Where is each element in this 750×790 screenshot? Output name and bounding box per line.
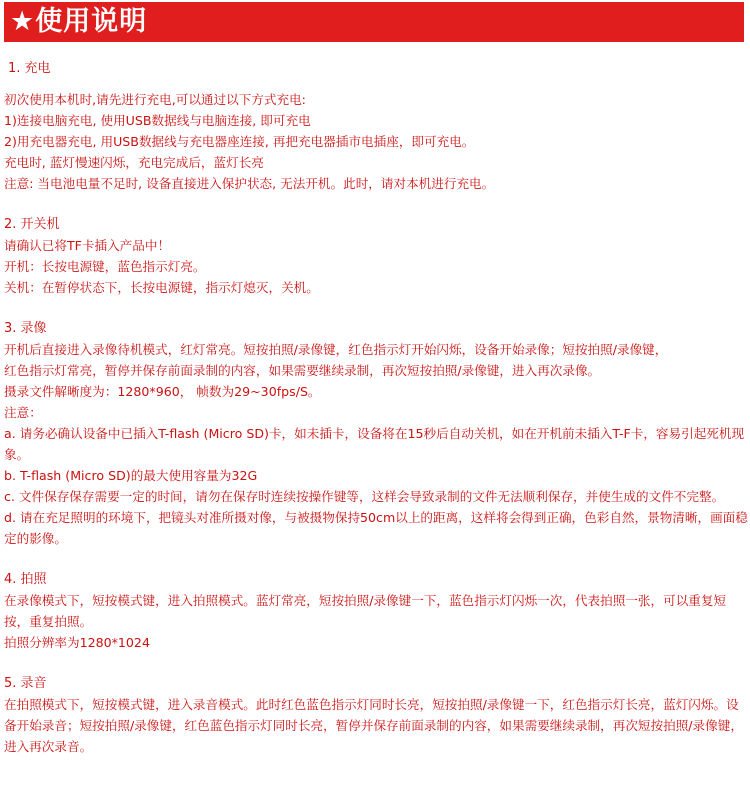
text-line: 1)连接电脑充电, 使用USB数据线与电脑连接, 即可充电	[4, 113, 311, 128]
manual-content	[4, 58, 748, 757]
text-paragraph: d. 请在充足照明的环境下，把镜头对准所摄对像，与被摄物保持50cm以上的距离，这样将会得到正确，色彩自然，景物清晰，画面稳定的影像。	[4, 510, 748, 546]
section-title-audio: 5. 录音	[4, 676, 47, 691]
text-line: 注意：	[4, 405, 42, 420]
text-paragraph: a. 请务必确认设备中已插入T-flash (Micro SD)卡，如未插卡，设备将在15秒后自动关机，如在开机前未插入T-F卡，容易引起死机现象。	[4, 426, 745, 462]
text-line: b. T-flash (Micro SD)的最大使用容量为32G	[4, 468, 258, 483]
text-paragraph: c. 文件保存保存需要一定的时间，请勿在保存时连续按操作键等，这样会导致录制的文件无法顺利保存，并使生成的文件不完整。	[4, 489, 725, 504]
text-line: 充电时, 蓝灯慢速闪烁，充电完成后，蓝灯长亮	[4, 155, 264, 170]
text-line: 摄录文件解晰度为：1280*960， 帧数为29~30fps/S。	[4, 384, 321, 399]
text-line: 拍照分辨率为1280*1024	[4, 635, 150, 650]
text-line: 开机后直接进入录像待机模式，红灯常亮。短按拍照/录像键，红色指示灯开始闪烁，设备开始录像；短按拍照/录像键，	[4, 342, 668, 357]
text-line: 红色指示灯常亮，暂停并保存前面录制的内容，如果需要继续录制，再次短按拍照/录像键，进入再次录像。	[4, 363, 601, 378]
section-title-video: 3. 录像	[4, 321, 47, 336]
page-title: ★使用说明	[10, 6, 148, 37]
header-bar	[4, 2, 744, 42]
text-line: 初次使用本机时,请先进行充电,可以通过以下方式充电:	[4, 92, 306, 107]
text-line: 注意: 当电池电量不足时, 设备直接进入保护状态, 无法开机。此时，请对本机进行充电。	[4, 176, 495, 191]
section-title-photo: 4. 拍照	[4, 572, 47, 587]
text-line: 2)用充电器充电, 用USB数据线与充电器座连接, 再把充电器插市电插座，即可充电。	[4, 134, 475, 149]
text-line: 关机：在暂停状态下，长按电源键，指示灯熄灭，关机。	[4, 280, 319, 295]
section-title-power: 2. 开关机	[4, 217, 60, 232]
text-line: 开机：长按电源键，蓝色指示灯亮。	[4, 259, 206, 274]
text-line: 请确认已将TF卡插入产品中！	[4, 238, 171, 253]
text-paragraph: 在录像模式下，短按模式键，进入拍照模式。蓝灯常亮，短按拍照/录像键一下，蓝色指示灯闪烁一次，代表拍照一张，可以重复短按，重复拍照。	[4, 593, 727, 629]
text-paragraph: 在拍照模式下，短按模式键，进入录音模式。此时红色蓝色指示灯同时长亮，短按拍照/录像键一下，红色指示灯长亮，蓝灯闪烁。设备开始录音；短按拍照/录像键，红色蓝色指示灯同时长亮，暂停并保存前面录制的内容，如果需要继续录制，再次短按拍照/录像键，进入再次录音。	[4, 697, 743, 754]
section-title-charging: 1. 充电	[8, 61, 51, 76]
